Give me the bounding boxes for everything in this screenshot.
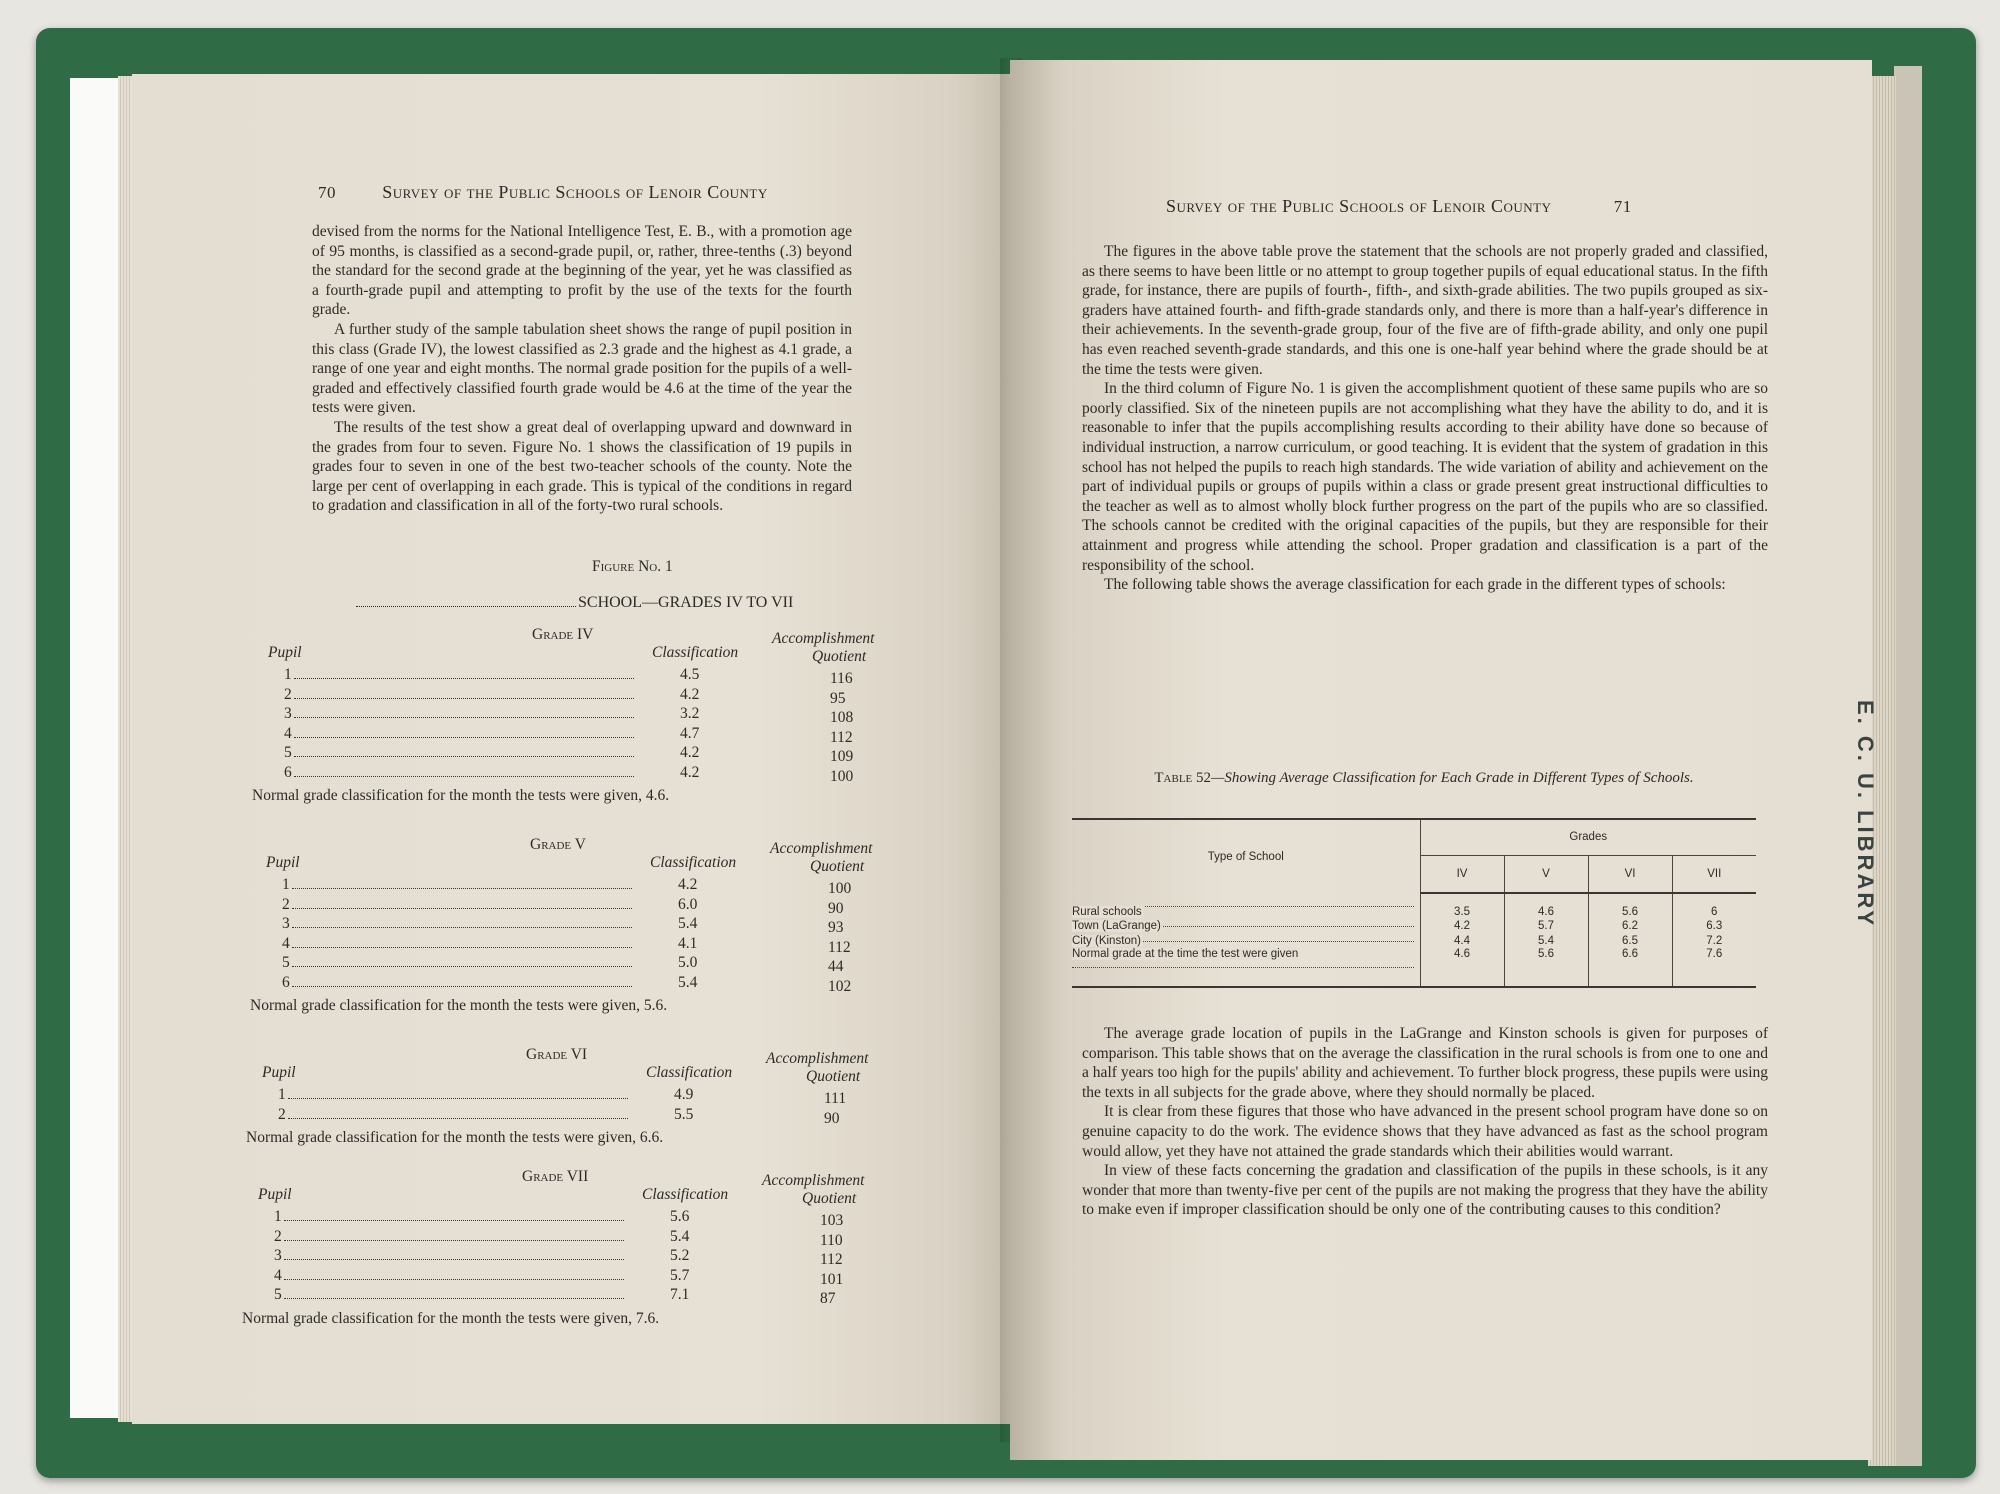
classification-value: 4.2 bbox=[680, 744, 700, 761]
classification-value: 4.5 bbox=[680, 666, 700, 683]
col-quotient: Quotient bbox=[812, 648, 867, 665]
quotient-value: 110 bbox=[820, 1231, 843, 1249]
quotient-value: 101 bbox=[820, 1270, 844, 1288]
table-header-type: Type of School bbox=[1072, 819, 1420, 893]
quotient-value: 100 bbox=[830, 767, 854, 785]
right-running-title: Survey of the Public Schools of Lenoir County bbox=[1166, 196, 1552, 216]
grade-vii-block bbox=[242, 1168, 902, 1328]
right-page bbox=[1010, 60, 1872, 1460]
right-running-head bbox=[1166, 196, 1632, 217]
col-quotient: Quotient bbox=[806, 1068, 861, 1085]
col-pupil: Pupil bbox=[266, 854, 300, 871]
table-grade-col: VI bbox=[1588, 855, 1672, 893]
classification-value: 5.7 bbox=[670, 1266, 690, 1284]
grade-header bbox=[242, 1168, 902, 1208]
dot-leader bbox=[292, 947, 632, 948]
quotient-value: 93 bbox=[828, 919, 844, 936]
dot-leader bbox=[294, 756, 634, 757]
pupil-number: 5 bbox=[282, 954, 290, 971]
grade-label: Grade V bbox=[530, 836, 586, 853]
normal-grade-note: Normal grade classification for the month the tests were given, 5.6. bbox=[250, 997, 668, 1014]
classification-value: 5.4 bbox=[670, 1227, 690, 1245]
table-cell: 4.6 bbox=[1420, 948, 1504, 987]
table-row bbox=[1072, 918, 1756, 933]
pupil-row bbox=[250, 974, 910, 994]
pupil-number: 1 bbox=[282, 876, 290, 893]
table-cell: 6.5 bbox=[1588, 933, 1672, 948]
col-classification: Classification bbox=[652, 644, 739, 661]
quotient-value: 90 bbox=[828, 899, 844, 917]
dot-leader bbox=[294, 776, 634, 777]
dot-leader bbox=[292, 986, 632, 987]
dot-leader bbox=[294, 717, 634, 718]
pupil-row bbox=[242, 1286, 902, 1306]
quotient-value: 44 bbox=[828, 958, 844, 975]
dot-leader bbox=[284, 1279, 624, 1280]
figure-subtitle-text: SCHOOL—GRADES IV TO VII bbox=[578, 594, 794, 611]
table-cell: 5.4 bbox=[1504, 933, 1588, 948]
pupil-number: 5 bbox=[284, 744, 292, 761]
dot-leader bbox=[284, 1298, 624, 1299]
table-cell: 6 bbox=[1711, 906, 1718, 918]
table-cell: 4.2 bbox=[1420, 918, 1504, 933]
paragraph: devised from the norms for the National Intelligence Test, E. B., with a promotion age of 95 months, is classified as a second-grade pupil, or, rather, three-tenths (.3) beyond the standard for the second grade at the beginning of the year, yet he was classified as a fourth-grade pupil and attempting to profit by the use of the texts for the fourth grade. bbox=[312, 223, 852, 319]
paragraph: The following table shows the average classification for each grade in the different types of schools: bbox=[1104, 576, 1726, 594]
classification-value: 4.1 bbox=[678, 934, 698, 952]
quotient-value: 108 bbox=[830, 709, 854, 726]
row-label-text: City (Kinston) bbox=[1072, 934, 1142, 947]
pupil-number: 3 bbox=[284, 705, 292, 722]
classification-value: 4.7 bbox=[680, 724, 700, 742]
col-classification: Classification bbox=[646, 1064, 733, 1081]
table-cell: 7.2 bbox=[1706, 934, 1723, 947]
grade-label: Grade IV bbox=[532, 626, 594, 643]
pupil-number: 2 bbox=[278, 1105, 286, 1123]
col-pupil: Pupil bbox=[258, 1186, 292, 1203]
pupil-row bbox=[250, 876, 910, 896]
row-label-text: Rural schools bbox=[1072, 905, 1142, 918]
dot-leader bbox=[284, 1220, 624, 1221]
right-body-text-top bbox=[1082, 242, 1768, 595]
paragraph: In view of these facts concerning the gradation and classification of the pupils in these schools, is it any wonder that more than twenty-five per cent of the pupils are not making the progress that they have the ability to make even if improper classification should be only one of the contributing causes to this condition? bbox=[1082, 1162, 1768, 1219]
dot-leader bbox=[1072, 967, 1414, 968]
left-running-title: Survey of the Public Schools of Lenoir County bbox=[382, 182, 768, 202]
table-row bbox=[1072, 893, 1756, 918]
pupil-row bbox=[252, 744, 912, 764]
table-cell: 6.6 bbox=[1588, 948, 1672, 987]
classification-value: 4.2 bbox=[680, 763, 700, 781]
pupil-number: 4 bbox=[282, 934, 290, 952]
dot-leader bbox=[292, 908, 632, 909]
library-stamp: E. C. U. LIBRARY bbox=[1853, 700, 1878, 929]
grade-header bbox=[246, 1046, 906, 1086]
pupil-row bbox=[246, 1106, 906, 1126]
grade-label: Grade VI bbox=[526, 1046, 588, 1063]
right-cover-edge bbox=[1894, 66, 1922, 1466]
dot-leader bbox=[294, 698, 634, 699]
normal-grade-note: Normal grade classification for the month the tests were given, 7.6. bbox=[242, 1309, 660, 1327]
table-cell: 4.4 bbox=[1420, 933, 1504, 948]
pupil-number: 1 bbox=[278, 1086, 286, 1103]
paragraph: In the third column of Figure No. 1 is given the accomplishment quotient of these same pupils who are so poorly classified. Six of the nineteen pupils are not accomplishing what they have the ability to do, and it is reasonable to infer that the pupils accomplishing results according to their ability have done so because of individual instruction, a narrow curriculum, or good teaching. It is evident that the system of gradation in this school has not helped the pupils to reach high standards. The wide variation of ability and achievement on the part of individual pupils or groups of pupils within a class or grade present great instructional difficulties to the teacher as well as to almost wholly block further progress on the part of the pupils who are so classified. The schools cannot be credited with the original capacities of the pupils, but they are responsible for their attainment and progress while attending the school. Proper gradation and classification is a part of the responsibility of the school. bbox=[1082, 380, 1768, 574]
col-quotient: Quotient bbox=[810, 858, 865, 875]
table-cell: 3.5 bbox=[1420, 893, 1504, 918]
grade-header bbox=[250, 836, 910, 876]
table-cell: 5.6 bbox=[1588, 893, 1672, 918]
pupil-number: 6 bbox=[284, 763, 292, 781]
table-number: Table 52 bbox=[1154, 770, 1212, 786]
col-pupil: Pupil bbox=[262, 1064, 296, 1081]
pupil-row bbox=[242, 1247, 902, 1267]
normal-grade-note: Normal grade classification for the month the tests were given, 4.6. bbox=[252, 787, 670, 804]
classification-value: 5.6 bbox=[670, 1208, 690, 1225]
pupil-row bbox=[252, 764, 912, 784]
table-grade-col: VII bbox=[1672, 855, 1756, 893]
table-52 bbox=[1072, 818, 1756, 988]
dot-leader bbox=[292, 888, 632, 889]
table-title: —Showing Average Classification for Each Grade in Different Types of Schools. bbox=[1211, 770, 1694, 786]
classification-value: 5.5 bbox=[674, 1105, 694, 1123]
pupil-number: 2 bbox=[274, 1227, 282, 1245]
dot-leader bbox=[288, 1098, 628, 1099]
quotient-value: 111 bbox=[824, 1090, 847, 1107]
table-cell: 5.7 bbox=[1504, 918, 1588, 933]
table-grade-col: IV bbox=[1420, 855, 1504, 893]
table-cell: 5.6 bbox=[1504, 948, 1588, 987]
table-row-label bbox=[1072, 893, 1420, 918]
table-caption bbox=[1084, 770, 1764, 787]
pupil-number: 4 bbox=[274, 1266, 282, 1284]
row-label-text: Normal grade at the time the test were given bbox=[1072, 948, 1299, 960]
table-row bbox=[1072, 948, 1756, 987]
left-running-head bbox=[318, 182, 768, 203]
pupil-row bbox=[250, 915, 910, 935]
pupil-number: 1 bbox=[274, 1208, 282, 1225]
pupil-row bbox=[250, 896, 910, 916]
dot-leader bbox=[284, 1240, 624, 1241]
pupil-row bbox=[252, 666, 912, 686]
paragraph: A further study of the sample tabulation sheet shows the range of pupil position in this class (Grade IV), the lowest classified as 2.3 grade and the highest as 4.1 grade, a range of one year and eight months. The normal grade position for the pupils of a well-graded and effectively classified fourth grade would be 4.6 at the time of the year the tests were given. bbox=[312, 320, 852, 417]
quotient-value: 112 bbox=[828, 938, 851, 956]
left-page-number: 70 bbox=[318, 183, 336, 202]
col-classification: Classification bbox=[642, 1186, 729, 1203]
classification-value: 5.4 bbox=[678, 915, 698, 932]
classification-value: 5.2 bbox=[670, 1247, 690, 1264]
classification-value: 6.0 bbox=[678, 895, 698, 913]
dot-leader bbox=[284, 1259, 624, 1260]
col-quotient: Quotient bbox=[802, 1190, 857, 1207]
table-grade-col: V bbox=[1504, 855, 1588, 893]
pupil-row bbox=[252, 686, 912, 706]
classification-value: 4.9 bbox=[674, 1086, 694, 1103]
table-row-label bbox=[1072, 918, 1420, 933]
quotient-value: 100 bbox=[828, 880, 852, 897]
paragraph: The results of the test show a great deal of overlapping upward and downward in the grades from four to seven. Figure No. 1 shows the classification of 19 pupils in grades four to seven in one of the best two-teacher schools of the county. Note the large per cent of overlapping in each grade. This is typical of the conditions in regard to gradation and classification in all of the forty-two rural schools. bbox=[312, 418, 852, 515]
left-body-text bbox=[312, 222, 852, 516]
pupil-number: 3 bbox=[274, 1247, 282, 1264]
col-classification: Classification bbox=[650, 854, 737, 871]
col-accomplishment: Accomplishment bbox=[770, 840, 873, 857]
classification-value: 7.1 bbox=[670, 1286, 690, 1303]
pupil-number: 1 bbox=[284, 666, 292, 683]
quotient-value: 109 bbox=[830, 748, 854, 765]
table-header-grades: Grades bbox=[1420, 819, 1756, 855]
quotient-value: 112 bbox=[830, 728, 853, 746]
table-cell: 6.2 bbox=[1588, 918, 1672, 933]
grade-iv-block bbox=[252, 626, 912, 805]
pupil-row bbox=[252, 725, 912, 745]
pupil-number: 2 bbox=[284, 685, 292, 703]
quotient-value: 87 bbox=[820, 1290, 836, 1307]
classification-value: 5.4 bbox=[678, 973, 698, 991]
table-row-label bbox=[1072, 933, 1420, 948]
right-body-text-bottom bbox=[1082, 1024, 1768, 1220]
classification-value: 4.2 bbox=[678, 876, 698, 893]
col-accomplishment: Accomplishment bbox=[766, 1050, 869, 1067]
dot-leader bbox=[292, 927, 632, 928]
grade-v-block bbox=[250, 836, 910, 1015]
normal-grade-note: Normal grade classification for the month the tests were given, 6.6. bbox=[246, 1129, 664, 1146]
pupil-row bbox=[250, 935, 910, 955]
quotient-value: 102 bbox=[828, 977, 852, 995]
quotient-value: 103 bbox=[820, 1212, 844, 1229]
pupil-number: 4 bbox=[284, 724, 292, 742]
table-cell: 7.6 bbox=[1672, 948, 1756, 987]
pupil-row bbox=[242, 1208, 902, 1228]
right-page-number: 71 bbox=[1613, 197, 1632, 216]
paragraph: The average grade location of pupils in the LaGrange and Kinston schools is given for purposes of comparison. This table shows that on the average the classification in the rural schools is from one to one and a half years too high for the pupils' ability and achievement. To further block progress, these pupils were using the texts in all subjects for the grade above, where they should normally be placed. bbox=[1082, 1025, 1768, 1101]
pupil-number: 2 bbox=[282, 895, 290, 913]
quotient-value: 90 bbox=[824, 1109, 840, 1127]
classification-value: 4.2 bbox=[680, 685, 700, 703]
pupil-row bbox=[246, 1086, 906, 1106]
left-page bbox=[132, 74, 1026, 1424]
paragraph: It is clear from these figures that those who have advanced in the present school program have done so on genuine capacity to do the work. The evidence shows that they have advanced as fast as the school program would allow, yet they have not attained the grade standards which their abilities would warrant. bbox=[1082, 1103, 1768, 1160]
school-name-blank bbox=[356, 595, 576, 607]
table-row bbox=[1072, 933, 1756, 948]
dot-leader bbox=[294, 737, 634, 738]
dot-leader bbox=[292, 966, 632, 967]
row-label-text: Town (LaGrange) bbox=[1072, 919, 1161, 932]
pupil-row bbox=[250, 954, 910, 974]
dot-leader bbox=[288, 1118, 628, 1119]
quotient-value: 116 bbox=[830, 670, 853, 687]
table-cell: 6.3 bbox=[1706, 919, 1723, 932]
classification-value: 5.0 bbox=[678, 954, 698, 971]
grade-label: Grade VII bbox=[522, 1168, 589, 1185]
classification-value: 3.2 bbox=[680, 705, 700, 722]
pupil-row bbox=[242, 1228, 902, 1248]
col-pupil: Pupil bbox=[268, 644, 302, 661]
quotient-value: 112 bbox=[820, 1251, 843, 1268]
pupil-number: 3 bbox=[282, 915, 290, 932]
figure-subtitle bbox=[356, 594, 793, 612]
paragraph: The figures in the above table prove the statement that the schools are not properly graded and classified, as there seems to have been little or no attempt to group together pupils of equal educational status. In the fifth grade, for instance, there are pupils of fourth-, fifth-, and sixth-grade abilities. The two pupils grouped as six-graders have attained fourth- and fifth-grade standards only, and there is more than a half-year's difference in their achievements. In the seventh-grade group, four of the five are of fifth-grade ability, and only one pupil has even reached seventh-grade standards, and this one is one-half year behind where the grade should be at the time the tests were given. bbox=[1082, 243, 1768, 378]
quotient-value: 95 bbox=[830, 689, 846, 707]
dot-leader bbox=[294, 678, 634, 679]
table-cell: 4.6 bbox=[1504, 893, 1588, 918]
pupil-row bbox=[242, 1267, 902, 1287]
table-row-label bbox=[1072, 948, 1420, 987]
grade-header bbox=[252, 626, 912, 666]
col-accomplishment: Accomplishment bbox=[762, 1172, 865, 1189]
pupil-number: 6 bbox=[282, 973, 290, 991]
pupil-row bbox=[252, 705, 912, 725]
col-accomplishment: Accomplishment bbox=[772, 630, 875, 647]
pupil-number: 5 bbox=[274, 1286, 282, 1303]
figure-title: Figure No. 1 bbox=[592, 558, 673, 575]
grade-vi-block bbox=[246, 1046, 906, 1147]
